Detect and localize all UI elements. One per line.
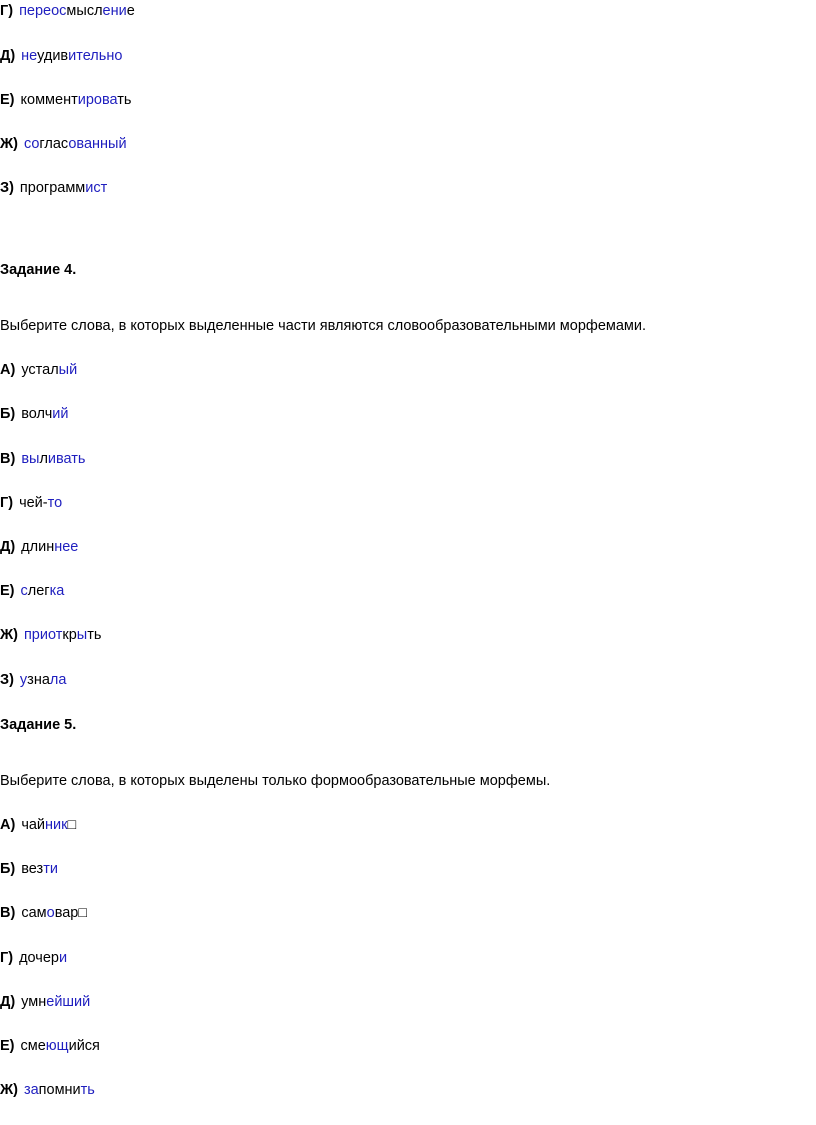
task5-title: Задание 5. — [0, 717, 77, 733]
highlighted-morpheme: вы — [21, 451, 40, 467]
item-label: Г) — [0, 495, 14, 511]
item-word — [21, 48, 122, 64]
item-label: Е) — [0, 583, 15, 599]
highlighted-morpheme: ирова — [77, 92, 118, 108]
highlighted-morpheme: с — [20, 583, 28, 599]
highlighted-morpheme: не — [21, 48, 38, 64]
word-part: вез — [21, 861, 44, 877]
list-item — [0, 91, 131, 109]
word-part: умн — [21, 994, 47, 1010]
highlighted-morpheme: ый — [58, 362, 78, 378]
highlighted-morpheme: ейший — [46, 994, 91, 1010]
word-part: коммент — [20, 92, 78, 108]
highlighted-morpheme: со — [23, 136, 40, 152]
item-word — [21, 994, 90, 1010]
word-part: длин — [21, 539, 55, 555]
list-item — [0, 1037, 100, 1055]
highlighted-morpheme: ла — [49, 672, 67, 688]
word-part: программ — [19, 180, 86, 196]
word-part: дочер — [19, 950, 59, 966]
word-part: ийся — [68, 1038, 100, 1054]
word-part: див — [43, 48, 69, 64]
highlighted-morpheme: приот — [23, 627, 63, 643]
word-part: у — [37, 48, 44, 64]
item-label: Ж) — [0, 1082, 18, 1098]
list-item — [0, 1081, 95, 1099]
item-label: Д) — [0, 539, 16, 555]
highlighted-morpheme: ы — [76, 627, 88, 643]
word-part: глас — [39, 136, 69, 152]
list-item — [0, 361, 77, 379]
item-label: Г) — [0, 950, 14, 966]
highlighted-morpheme: о — [46, 905, 55, 921]
word-part: зна — [27, 672, 50, 688]
highlighted-morpheme: нее — [54, 539, 79, 555]
item-word — [19, 495, 62, 511]
item-word — [21, 817, 76, 833]
list-item — [0, 135, 127, 153]
item-word — [21, 905, 87, 921]
highlighted-morpheme: переос — [19, 3, 67, 19]
item-label: Е) — [0, 92, 15, 108]
word-part: сам — [21, 905, 47, 921]
highlighted-morpheme: то — [47, 495, 63, 511]
highlighted-morpheme: ованный — [68, 136, 127, 152]
highlighted-morpheme: ист — [85, 180, 108, 196]
item-label: Ж) — [0, 136, 18, 152]
word-part: ть — [117, 92, 132, 108]
item-label: Д) — [0, 48, 16, 64]
item-word — [21, 583, 65, 599]
word-part: чей- — [19, 495, 48, 511]
word-part: лег — [27, 583, 50, 599]
highlighted-morpheme: и — [58, 950, 68, 966]
list-item — [0, 626, 101, 644]
highlighted-morpheme: ени — [102, 3, 127, 19]
list-item — [0, 494, 62, 512]
list-item — [0, 538, 78, 556]
highlighted-morpheme: ка — [49, 583, 65, 599]
item-word — [20, 672, 67, 688]
item-label: А) — [0, 362, 16, 378]
list-item — [0, 993, 90, 1011]
item-label: Е) — [0, 1038, 15, 1054]
highlighted-morpheme: ник — [45, 817, 68, 833]
item-word — [19, 950, 67, 966]
word-part: помни — [38, 1082, 81, 1098]
list-item — [0, 949, 67, 967]
list-item — [0, 904, 87, 922]
list-item — [0, 405, 68, 423]
word-part: е — [126, 3, 135, 19]
word-part: □ — [67, 817, 77, 833]
highlighted-morpheme: ющ — [45, 1038, 69, 1054]
word-part: мысл — [66, 3, 103, 19]
word-part: сме — [20, 1038, 46, 1054]
item-label: З) — [0, 180, 14, 196]
highlighted-morpheme: у — [19, 672, 28, 688]
item-word — [24, 136, 127, 152]
item-label: В) — [0, 905, 16, 921]
item-label: З) — [0, 672, 14, 688]
item-word — [24, 1082, 95, 1098]
word-part: ть — [87, 627, 102, 643]
highlighted-morpheme: ий — [52, 406, 69, 422]
word-part: кр — [62, 627, 77, 643]
item-label: А) — [0, 817, 16, 833]
task4-title: Задание 4. — [0, 262, 77, 278]
list-item — [0, 671, 66, 689]
list-item — [0, 816, 76, 834]
item-word — [21, 406, 68, 422]
item-word — [19, 3, 135, 19]
item-word — [21, 92, 132, 108]
word-part: устал — [21, 362, 59, 378]
word-part: чай — [21, 817, 46, 833]
item-word — [21, 1038, 100, 1054]
item-word — [20, 180, 107, 196]
item-label: Б) — [0, 406, 16, 422]
list-item — [0, 582, 64, 600]
item-word — [21, 362, 77, 378]
item-word — [21, 451, 85, 467]
item-label: Б) — [0, 861, 16, 877]
task5-question: Выберите слова, в которых выделены только формообразовательные морфемы. — [0, 773, 551, 789]
item-word — [21, 861, 58, 877]
word-part: л — [39, 451, 48, 467]
highlighted-morpheme: ивать — [47, 451, 86, 467]
item-label: В) — [0, 451, 16, 467]
item-word — [24, 627, 101, 643]
item-label: Ж) — [0, 627, 18, 643]
item-label: Г) — [0, 3, 14, 19]
highlighted-morpheme: ти — [43, 861, 58, 877]
list-item — [0, 179, 107, 197]
word-part: волч — [21, 406, 53, 422]
list-item — [0, 450, 86, 468]
item-word — [21, 539, 78, 555]
highlighted-morpheme: ительно — [68, 48, 123, 64]
highlighted-morpheme: за — [23, 1082, 39, 1098]
item-label: Д) — [0, 994, 16, 1010]
word-part: вар□ — [54, 905, 88, 921]
task4-question: Выберите слова, в которых выделенные части являются словообразовательными морфемами. — [0, 318, 647, 334]
list-item — [0, 860, 58, 878]
list-item — [0, 47, 122, 65]
list-item — [0, 2, 135, 20]
highlighted-morpheme: ть — [80, 1082, 95, 1098]
